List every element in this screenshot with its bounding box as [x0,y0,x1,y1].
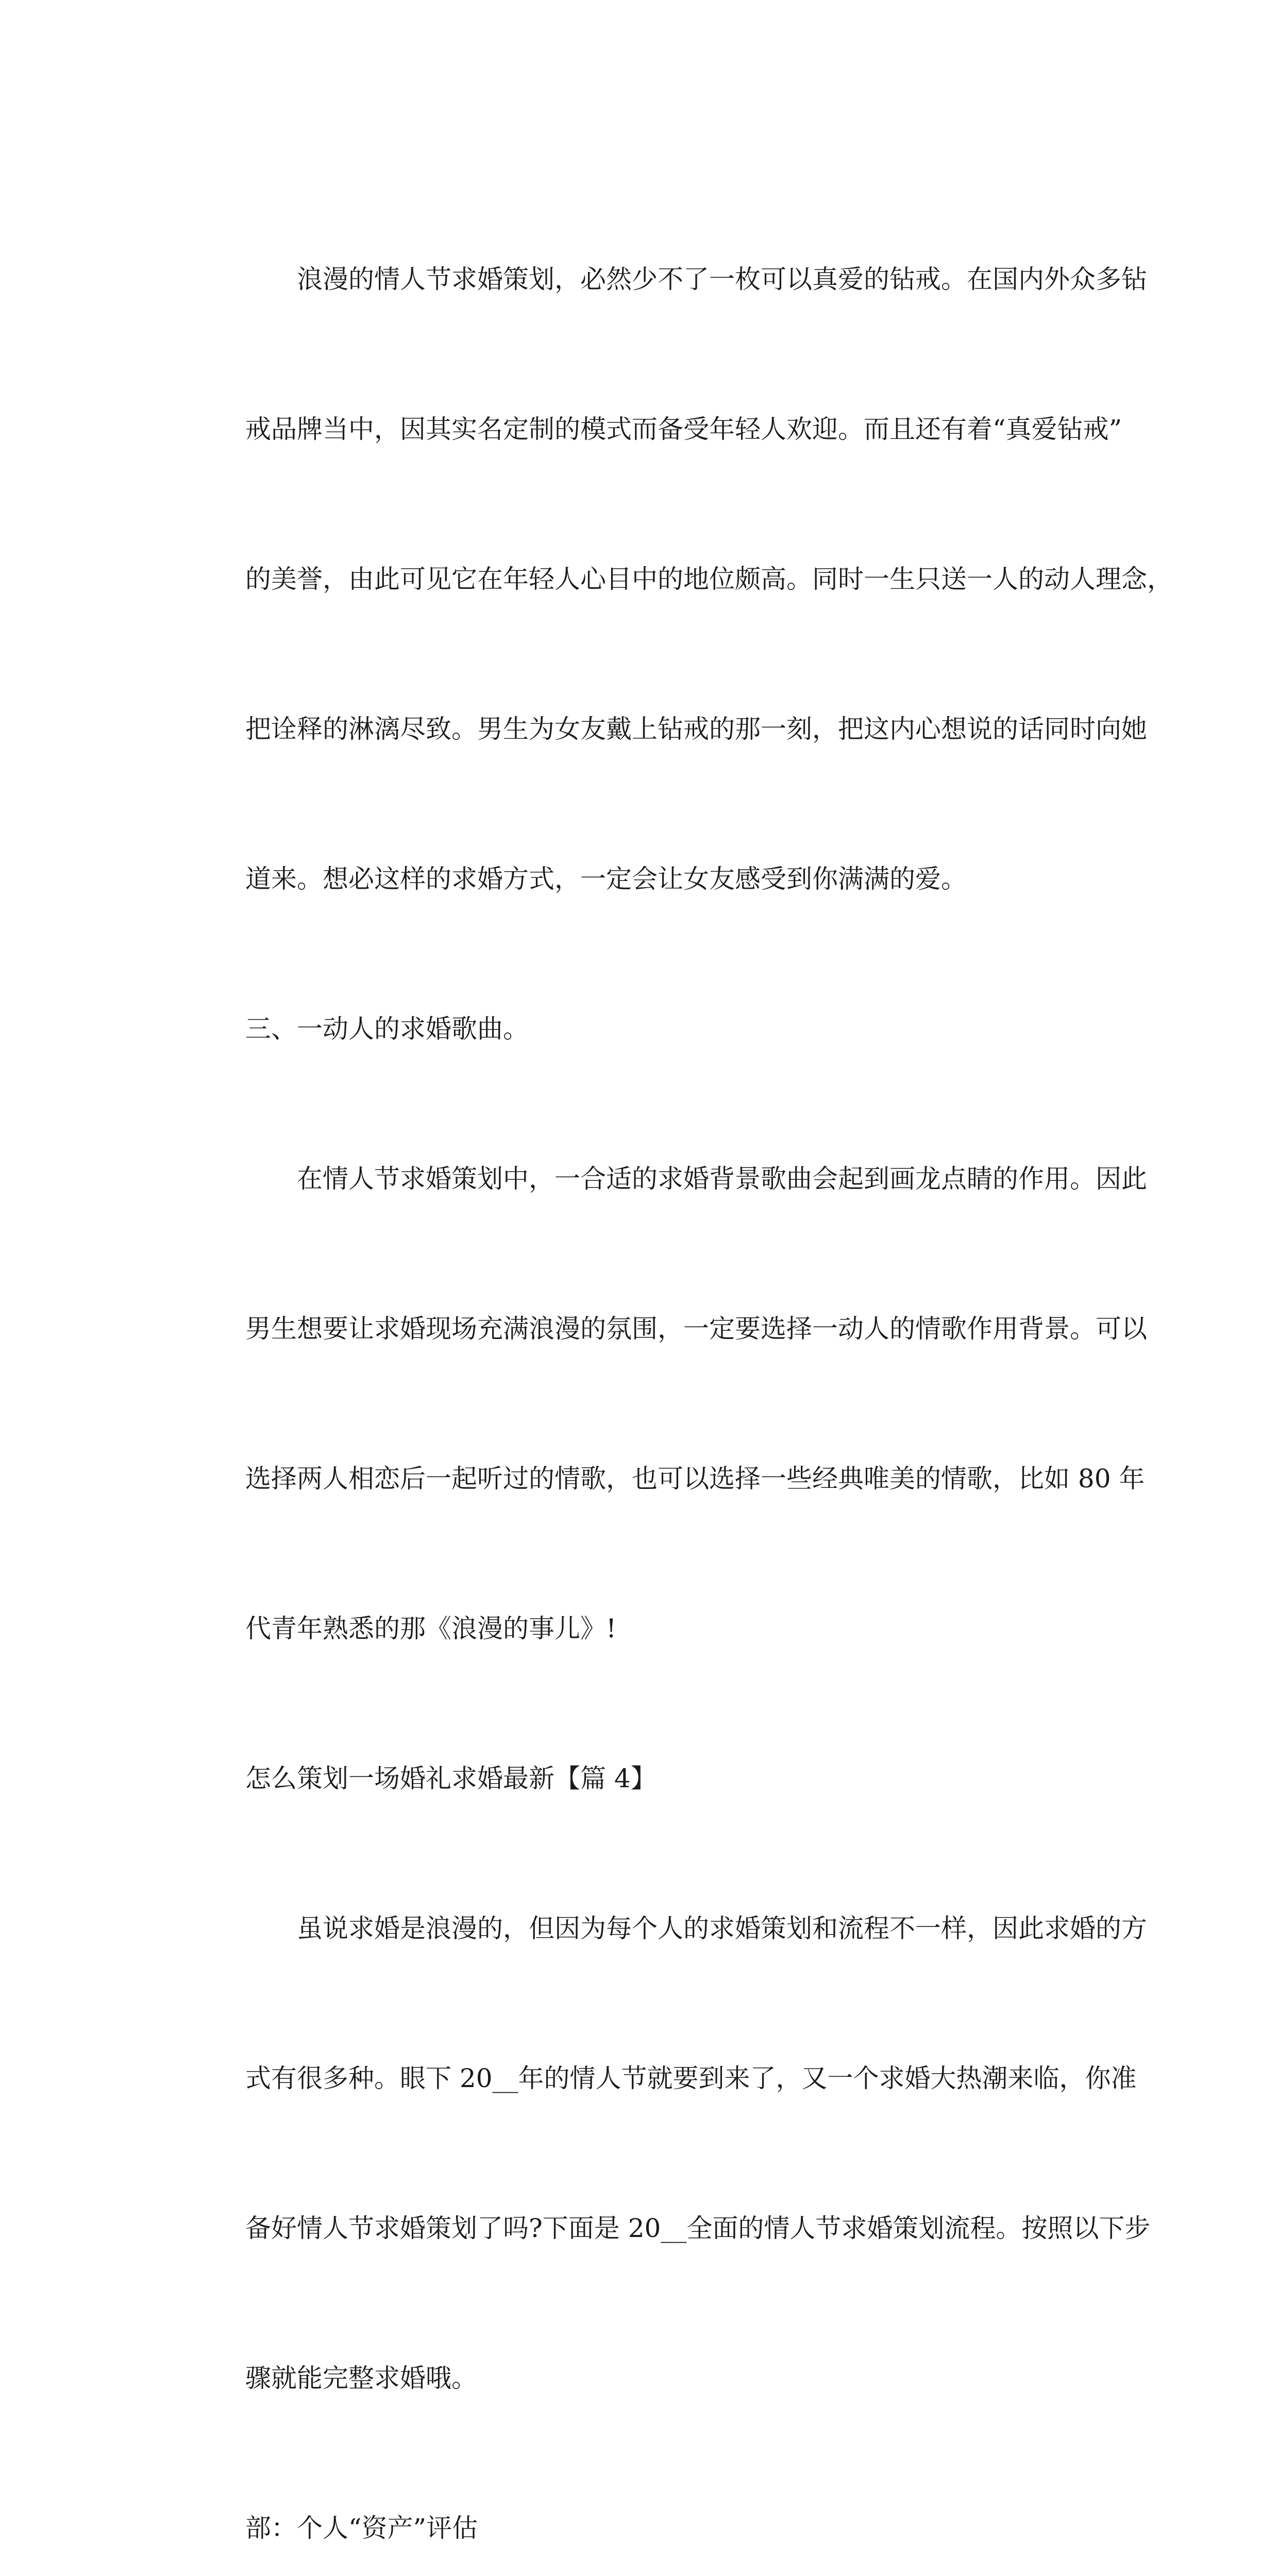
text-line: 选择两人相恋后一起听过的情歌，也可以选择一些经典唯美的情歌，比如 80 年 [245,1464,1145,1494]
paragraph-intro [194,1804,1151,2503]
text-line: 式有很多种。眼下 20__年的情人节就要到来了，又一个求婚大热潮来临，你准 [245,2063,1137,2093]
text-line: 代青年熟悉的那《浪漫的事儿》! [245,1614,617,1643]
article-heading-part-4: 怎么策划一场婚礼求婚最新【篇 4】 [245,1764,657,1793]
text-line: 道来。想必这样的求婚方式，一定会让女友感受到你满满的爱。 [245,864,967,894]
text-line: 骤就能完整求婚哦。 [245,2363,477,2393]
text-line: 在情人节求婚策划中，一合适的求婚背景歌曲会起到画龙点睛的作用。因此 [297,1164,1147,1194]
text-line: 备好情人节求婚策划了吗?下面是 20__全面的情人节求婚策划流程。按照以下步 [245,2213,1151,2243]
text-line: 把诠释的淋漓尽致。男生为女友戴上钻戒的那一刻，把这内心想说的话同时向她 [245,714,1147,744]
section-heading-song: 三、一动人的求婚歌曲。 [245,1014,529,1044]
text-line: 男生想要让求婚现场充满浪漫的氛围，一定要选择一动人的情歌作用背景。可以 [245,1314,1147,1344]
paragraph-song [194,1054,1147,1754]
text-line: 戒品牌当中，因其实名定制的模式而备受年轻人欢迎。而且还有着“真爱钻戒” [245,414,1122,444]
text-line: 浪漫的情人节求婚策划，必然少不了一枚可以真爱的钻戒。在国内外众多钻 [297,264,1147,294]
text-line: 虽说求婚是浪漫的，但因为每个人的求婚策划和流程不一样，因此求婚的方 [297,1913,1147,1943]
document-body [194,155,1173,2576]
text-line: 的美誉，由此可见它在年轻人心目中的地位颇高。同时一生只送一人的动人理念， [245,564,1173,594]
paragraph-assets [194,2553,1090,2576]
section-heading-assets: 部：个人“资产”评估 [245,2513,478,2543]
paragraph-ring [194,155,1173,1004]
